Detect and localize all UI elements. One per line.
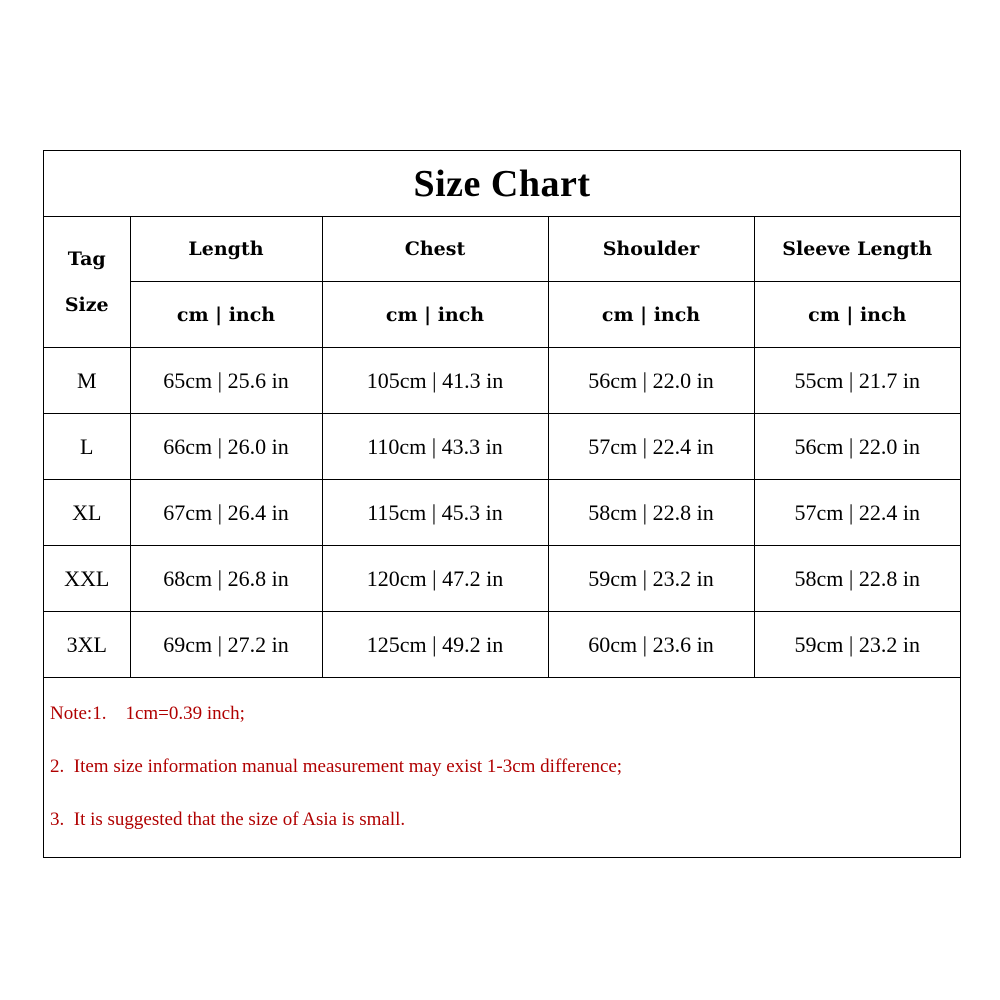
table-cell: 55cm | 21.7 in [754,348,960,414]
unit-chest: cm | inch [322,282,548,348]
table-cell: 59cm | 23.2 in [754,612,960,678]
size-table [44,216,960,678]
table-row [44,480,960,546]
table-row [44,546,960,612]
tag-size-header-line1: Tag [67,247,106,270]
size-cell: M [44,348,130,414]
note-line-1: Note:1. 1cm=0.39 inch; [50,703,245,724]
table-cell: 65cm | 25.6 in [130,348,322,414]
table-cell: 57cm | 22.4 in [754,480,960,546]
notes-section [44,677,960,857]
tag-size-header-line2: Size [64,293,109,316]
table-cell: 59cm | 23.2 in [548,546,754,612]
table-cell: 66cm | 26.0 in [130,414,322,480]
table-cell: 57cm | 22.4 in [548,414,754,480]
header-row [44,216,960,282]
table-cell: 56cm | 22.0 in [754,414,960,480]
table-cell: 69cm | 27.2 in [130,612,322,678]
size-cell: XXL [44,546,130,612]
table-cell: 125cm | 49.2 in [322,612,548,678]
table-cell: 110cm | 43.3 in [322,414,548,480]
size-cell: 3XL [44,612,130,678]
unit-length: cm | inch [130,282,322,348]
chart-title: Size Chart [44,151,960,217]
table-cell: 68cm | 26.8 in [130,546,322,612]
unit-row [44,282,960,348]
column-header-sleeve-length: Sleeve Length [754,216,960,282]
note-line-3: 3. It is suggested that the size of Asia is small. [50,809,406,830]
table-cell: 58cm | 22.8 in [548,480,754,546]
table-cell: 115cm | 45.3 in [322,480,548,546]
column-header-length: Length [130,216,322,282]
table-cell: 56cm | 22.0 in [548,348,754,414]
table-cell: 60cm | 23.6 in [548,612,754,678]
column-header-shoulder: Shoulder [548,216,754,282]
table-cell: 58cm | 22.8 in [754,546,960,612]
table-row [44,348,960,414]
unit-sleeve-length: cm | inch [754,282,960,348]
size-cell: L [44,414,130,480]
table-cell: 105cm | 41.3 in [322,348,548,414]
table-row [44,612,960,678]
table-row [44,414,960,480]
size-chart [43,150,961,858]
note-line-2: 2. Item size information manual measurement may exist 1-3cm difference; [50,756,623,777]
tag-size-header [44,216,130,348]
table-cell: 67cm | 26.4 in [130,480,322,546]
column-header-chest: Chest [322,216,548,282]
unit-shoulder: cm | inch [548,282,754,348]
table-cell: 120cm | 47.2 in [322,546,548,612]
size-cell: XL [44,480,130,546]
